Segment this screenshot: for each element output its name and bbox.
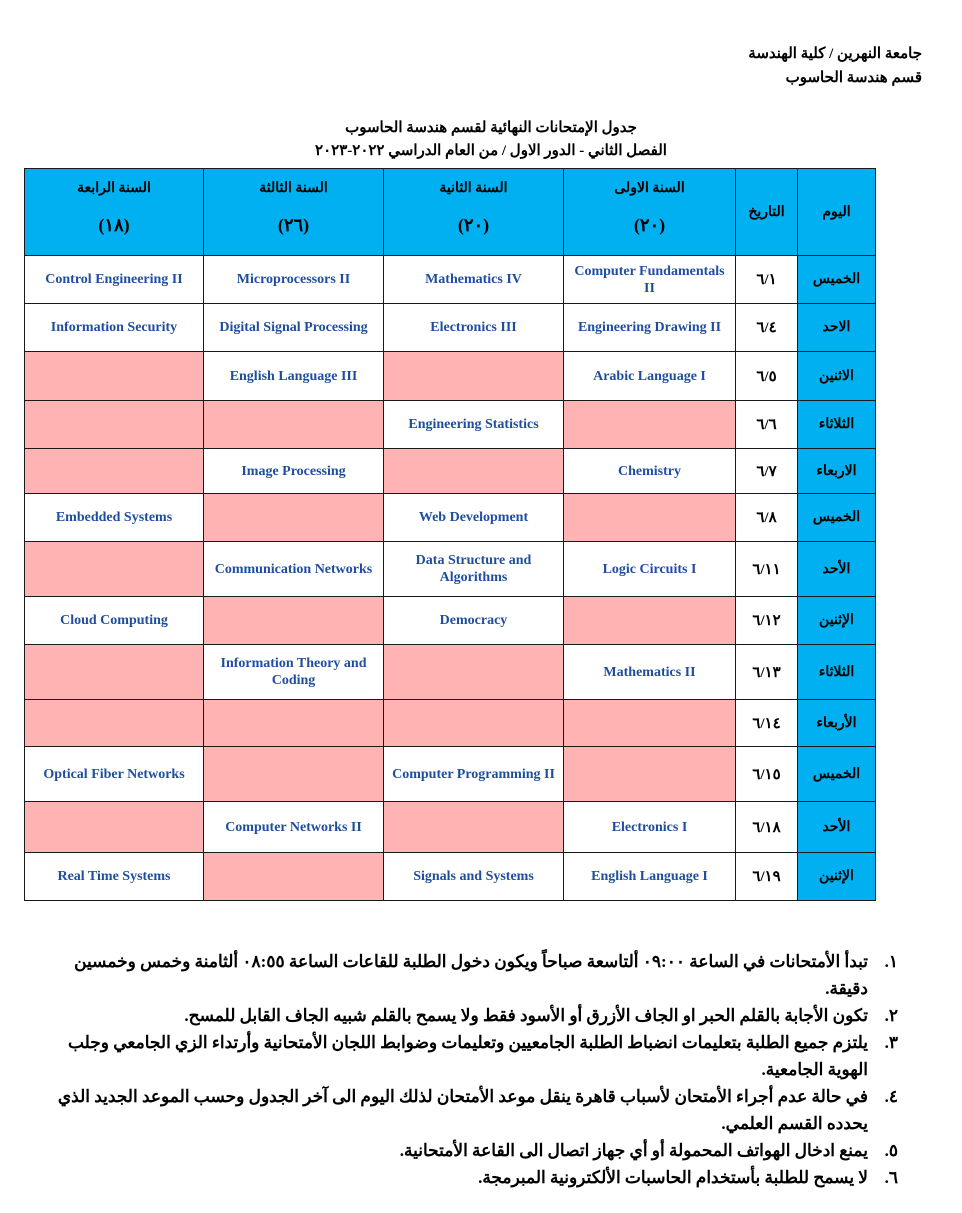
- rule-number: ٣.: [884, 1033, 898, 1052]
- cell-y4: [25, 645, 204, 700]
- cell-y2: [384, 352, 564, 401]
- cell-y3: [204, 853, 384, 901]
- cell-y1: Logic Circuits I: [564, 542, 736, 597]
- rule-number: ٤.: [884, 1087, 898, 1106]
- header-year4: السنة الرابعة (١٨): [25, 169, 204, 256]
- cell-date: ٦/١٣: [736, 645, 798, 700]
- cell-y3: [204, 597, 384, 645]
- cell-y4: Control Engineering II: [25, 256, 204, 304]
- cell-y4: [25, 449, 204, 494]
- cell-y3: [204, 401, 384, 449]
- cell-date: ٦/٦: [736, 401, 798, 449]
- table-row: [25, 700, 876, 747]
- header-year1-count: (٢٠): [633, 215, 666, 235]
- cell-y4: Embedded Systems: [25, 494, 204, 542]
- table-row: [25, 494, 876, 542]
- cell-y4: [25, 352, 204, 401]
- cell-y1: Electronics I: [564, 802, 736, 853]
- cell-date: ٦/٧: [736, 449, 798, 494]
- cell-y1: Arabic Language I: [564, 352, 736, 401]
- cell-y2: Electronics III: [384, 304, 564, 352]
- rule-item: [30, 1137, 898, 1164]
- table-row: [25, 747, 876, 802]
- cell-y1: [564, 401, 736, 449]
- cell-y3: Information Theory and Coding: [204, 645, 384, 700]
- table-row: [25, 304, 876, 352]
- department-line: قسم هندسة الحاسوب: [785, 70, 922, 86]
- header-year2: السنة الثانية (٢٠): [384, 169, 564, 256]
- cell-day: الاربعاء: [798, 449, 876, 494]
- cell-day: الإثنين: [798, 597, 876, 645]
- titles: [0, 117, 962, 163]
- cell-y1: [564, 747, 736, 802]
- cell-y4: Information Security: [25, 304, 204, 352]
- cell-y2: [384, 449, 564, 494]
- rule-item: [30, 948, 898, 1002]
- cell-date: ٦/١٤: [736, 700, 798, 747]
- cell-day: الخميس: [798, 494, 876, 542]
- table-row: [25, 853, 876, 901]
- cell-y2: Engineering Statistics: [384, 401, 564, 449]
- cell-y1: Computer Fundamentals II: [564, 256, 736, 304]
- rule-item: [30, 1164, 898, 1191]
- cell-y1: Mathematics II: [564, 645, 736, 700]
- rule-text: لا يسمح للطلبة بأستخدام الحاسبات الألكترونية المبرمجة.: [478, 1168, 868, 1187]
- header-year3-count: (٢٦): [277, 215, 310, 235]
- cell-y3: English Language III: [204, 352, 384, 401]
- table-row: [25, 645, 876, 700]
- cell-y2: Computer Programming II: [384, 747, 564, 802]
- cell-y3: Computer Networks II: [204, 802, 384, 853]
- cell-y4: [25, 802, 204, 853]
- cell-date: ٦/١٨: [736, 802, 798, 853]
- cell-y2: Web Development: [384, 494, 564, 542]
- cell-date: ٦/١٢: [736, 597, 798, 645]
- cell-y1: [564, 494, 736, 542]
- rule-text: يلتزم جميع الطلبة بتعليمات انضباط الطلبة الجامعيين وتعليمات وضوابط اللجان الأمتحانية وأرتداء الزي الجامعي وجلب الهوية الجامعية.: [67, 1033, 868, 1079]
- cell-date: ٦/٤: [736, 304, 798, 352]
- cell-y1: Engineering Drawing II: [564, 304, 736, 352]
- exam-rules-list: [30, 948, 898, 1191]
- cell-y4: [25, 542, 204, 597]
- cell-date: ٦/١٩: [736, 853, 798, 901]
- cell-y2: [384, 700, 564, 747]
- cell-y1: English Language I: [564, 853, 736, 901]
- exam-schedule-table: [24, 168, 876, 901]
- cell-y4: [25, 700, 204, 747]
- header-year4-count: (١٨): [98, 215, 130, 235]
- cell-day: الثلاثاء: [798, 645, 876, 700]
- header-date: التاريخ: [736, 169, 798, 256]
- header-year2-count: (٢٠): [457, 215, 490, 235]
- cell-day: الأحد: [798, 542, 876, 597]
- rule-number: ٢.: [884, 1006, 898, 1025]
- rule-text: تبدأ الأمتحانات في الساعة ٠٩:٠٠ ألتاسعة صباحاً ويكون دخول الطلبة للقاعات الساعة ٠٨:٥٥ ألثامنة وخمس وخمسين دقيقة.: [74, 952, 868, 998]
- rule-text: تكون الأجابة بالقلم الحبر او الجاف الأزرق أو الأسود فقط ولا يسمح بالقلم شبيه الجاف القابل للمسح.: [184, 1006, 868, 1025]
- rule-item: [30, 1002, 898, 1029]
- rule-number: ٦.: [884, 1168, 898, 1187]
- table-header-row: [25, 169, 876, 256]
- cell-y2: [384, 645, 564, 700]
- cell-date: ٦/٨: [736, 494, 798, 542]
- table-row: [25, 256, 876, 304]
- cell-day: الثلاثاء: [798, 401, 876, 449]
- cell-y1: [564, 597, 736, 645]
- cell-date: ٦/١: [736, 256, 798, 304]
- cell-y3: [204, 700, 384, 747]
- cell-y3: Microprocessors II: [204, 256, 384, 304]
- cell-y3: [204, 747, 384, 802]
- cell-date: ٦/٥: [736, 352, 798, 401]
- table-row: [25, 401, 876, 449]
- header-day: اليوم: [798, 169, 876, 256]
- cell-day: الاثنين: [798, 352, 876, 401]
- cell-day: الخميس: [798, 747, 876, 802]
- cell-y2: Mathematics IV: [384, 256, 564, 304]
- schedule-title: جدول الإمتحانات النهائية لقسم هندسة الحاسوب: [345, 120, 637, 136]
- cell-y3: Image Processing: [204, 449, 384, 494]
- cell-y2: Signals and Systems: [384, 853, 564, 901]
- cell-y4: [25, 401, 204, 449]
- cell-day: الأربعاء: [798, 700, 876, 747]
- cell-day: الاحد: [798, 304, 876, 352]
- cell-date: ٦/١٥: [736, 747, 798, 802]
- cell-day: الإثنين: [798, 853, 876, 901]
- header-year3: السنة الثالثة (٢٦): [204, 169, 384, 256]
- university-college-line: جامعة النهرين / كلية الهندسة: [748, 46, 922, 62]
- cell-y1: [564, 700, 736, 747]
- table-row: [25, 449, 876, 494]
- rule-text: في حالة عدم أجراء الأمتحان لأسباب قاهرة ينقل موعد الأمتحان لذلك اليوم الى آخر الجدول وحسب الموعد الجديد الذي يحدده القسم العلمي.: [57, 1087, 868, 1133]
- cell-y3: Communication Networks: [204, 542, 384, 597]
- cell-y4: Cloud Computing: [25, 597, 204, 645]
- schedule-subtitle: الفصل الثاني - الدور الاول / من العام الدراسي ٢٠٢٢-٢٠٢٣: [315, 143, 667, 159]
- cell-day: الخميس: [798, 256, 876, 304]
- cell-y2: [384, 802, 564, 853]
- rule-item: [30, 1029, 898, 1083]
- table-row: [25, 597, 876, 645]
- cell-date: ٦/١١: [736, 542, 798, 597]
- table-row: [25, 352, 876, 401]
- header-year1: السنة الاولى (٢٠): [564, 169, 736, 256]
- header-block: [748, 42, 922, 90]
- cell-y2: Democracy: [384, 597, 564, 645]
- cell-y1: Chemistry: [564, 449, 736, 494]
- rule-number: ٥.: [884, 1141, 898, 1160]
- cell-day: الأحد: [798, 802, 876, 853]
- table-row: [25, 542, 876, 597]
- cell-y3: Digital Signal Processing: [204, 304, 384, 352]
- table-row: [25, 802, 876, 853]
- cell-y4: Optical Fiber Networks: [25, 747, 204, 802]
- rule-item: [30, 1083, 898, 1137]
- cell-y2: Data Structure and Algorithms: [384, 542, 564, 597]
- cell-y4: Real Time Systems: [25, 853, 204, 901]
- rule-number: ١.: [884, 952, 898, 971]
- cell-y3: [204, 494, 384, 542]
- rule-text: يمنع ادخال الهواتف المحمولة أو أي جهاز اتصال الى القاعة الأمتحانية.: [399, 1141, 868, 1160]
